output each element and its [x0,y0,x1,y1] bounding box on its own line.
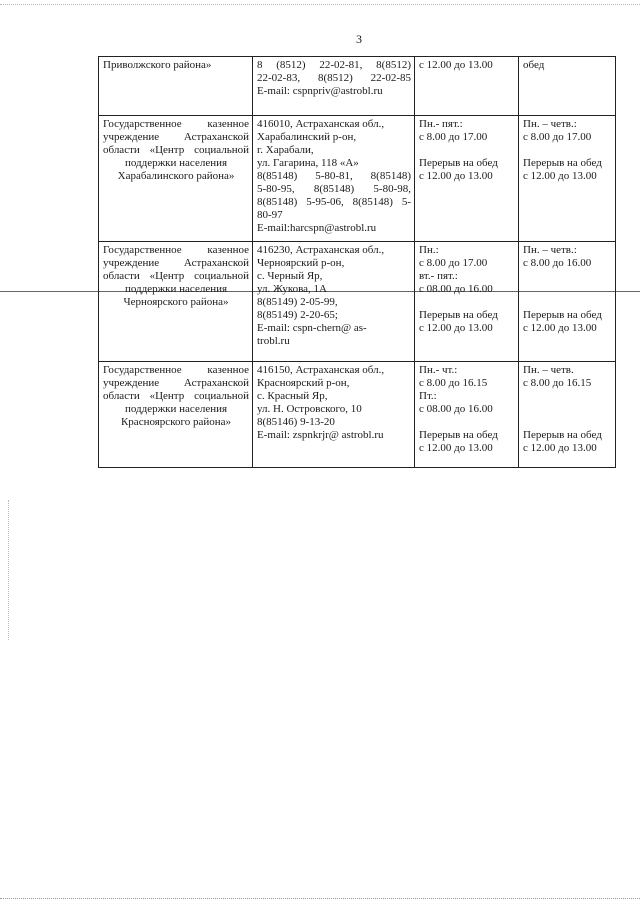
cell-line: с 8.00 до 17.00 [419,257,488,269]
scan-edge-top [0,4,640,5]
cell-line: 416230, Астраханская обл., [257,244,385,256]
friday-hours-cell [519,116,616,242]
cell-line: Государственное казенное [103,364,249,376]
agency-name-cell [99,362,253,468]
cell-gap [419,296,515,309]
table-row [99,57,616,116]
cell-line: Харабалинского района» [117,170,235,182]
table-row [99,362,616,468]
friday-hours-cell [519,362,616,468]
cell-line: ул. Жукова, 1А [257,283,327,295]
cell-line: обед [523,59,545,71]
cell-line: Черноярский р-он, [257,257,345,269]
cell-line: поддержки населения [124,157,228,169]
cell-line: Пн. – четв.: [523,244,577,256]
cell-line: учреждение Астраханской [103,257,249,269]
cell-line: trobl.ru [257,335,290,347]
cell-line: с. Черный Яр, [257,270,323,282]
scan-edge-bottom [0,898,640,899]
agencies-table [98,56,616,468]
cell-gap [523,416,612,429]
cell-line: Перерыв на обед [523,429,602,441]
cell-line: 80-97 [257,209,283,221]
cell-line: ул. Н. Островского, 10 [257,403,362,415]
cell-line: 8(85146) 9-13-20 [257,416,335,428]
cell-line: E-mail: cspnpriv@astrobl.ru [257,85,383,97]
friday-hours-cell [519,57,616,116]
cell-line: с 12.00 до 13.00 [523,170,597,182]
cell-line: Перерыв на обед [419,157,498,169]
cell-line: с 8.00 до 16.00 [523,257,592,269]
cell-line: 8(85149) 2-20-65; [257,309,338,321]
cell-line: 416150, Астраханская обл., [257,364,385,376]
weekday-hours-cell [415,116,519,242]
cell-line: с 12.00 до 13.00 [523,322,597,334]
cell-line: с 12.00 до 13.00 [419,322,493,334]
agency-contacts-cell [253,57,415,116]
friday-hours-cell [519,242,616,362]
agency-name-cell [99,116,253,242]
cell-line: с 8.00 до 16.15 [523,377,592,389]
cell-line: Государственное казенное [103,118,249,130]
page-number: 3 [356,32,362,46]
cell-line: Перерыв на обед [419,309,498,321]
cell-line: 5-80-95, 8(85148) 5-80-98, [257,183,411,195]
agency-name-cell [99,57,253,116]
table-row [99,116,616,242]
cell-line: 416010, Астраханская обл., [257,118,385,130]
cell-line: учреждение Астраханской [103,377,249,389]
cell-line: г. Харабали, [257,144,314,156]
cell-line: поддержки населения [124,403,228,415]
cell-line: с. Красный Яр, [257,390,328,402]
cell-line: Пт.: [419,390,437,402]
cell-line: с 08.00 до 16.00 [419,403,493,415]
cell-line: с 8.00 до 16.15 [419,377,488,389]
cell-line: поддержки населения [124,283,228,295]
weekday-hours-cell [415,57,519,116]
cell-line: области «Центр социальной [103,144,249,156]
agency-name-cell [99,242,253,362]
cell-line: Перерыв на обед [523,309,602,321]
cell-line: с 12.00 до 13.00 [523,442,597,454]
weekday-hours-cell [415,242,519,362]
cell-line: учреждение Астраханской [103,131,249,143]
cell-line: Государственное казенное [103,244,249,256]
cell-line: 8(85148) 5-95-06, 8(85148) 5- [257,196,411,208]
cell-line: вт.- пят.: [419,270,458,282]
cell-line: Пн.- пят.: [419,118,463,130]
cell-line: Харабалинский р-он, [257,131,357,143]
cell-line: Пн.- чт.: [419,364,458,376]
cell-line: Перерыв на обед [523,157,602,169]
cell-line: с 12.00 до 13.00 [419,442,493,454]
cell-gap [523,390,612,403]
cell-line: с 12.00 до 13.00 [419,170,493,182]
cell-line: с 12.00 до 13.00 [419,59,493,71]
agency-contacts-cell [253,242,415,362]
cell-gap [419,416,515,429]
cell-gap [523,270,612,283]
cell-line: с 8.00 до 17.00 [419,131,488,143]
cell-gap [523,403,612,416]
weekday-hours-cell [415,362,519,468]
cell-line: 8(85149) 2-05-99, [257,296,338,308]
cell-line: Приволжского района» [103,59,212,71]
cell-line: E-mail:harcspn@astrobl.ru [257,222,377,234]
cell-gap [523,296,612,309]
cell-line: с 08.00 до 16.00 [419,283,493,295]
cell-line: Красноярский р-он, [257,377,350,389]
agency-contacts-cell [253,362,415,468]
agency-contacts-cell [253,116,415,242]
cell-gap [419,144,515,157]
cell-line: 8(85148) 5-80-81, 8(85148) [257,170,411,182]
cell-gap [523,283,612,296]
cell-line: 8 (8512) 22-02-81, 8(8512) [257,59,411,71]
cell-line: E-mail: cspn-chern@ as- [257,322,367,334]
cell-line: области «Центр социальной [103,390,249,402]
cell-line: с 8.00 до 17.00 [523,131,592,143]
table-row [99,242,616,362]
cell-gap [523,144,612,157]
cell-line: Черноярского района» [123,296,229,308]
cell-line: Перерыв на обед [419,429,498,441]
cell-line: Пн.: [419,244,439,256]
cell-line: E-mail: zspnkrjr@ astrobl.ru [257,429,384,441]
scan-edge-left [8,500,9,640]
cell-line: области «Центр социальной [103,270,249,282]
cell-line: Пн. – четв.: [523,118,577,130]
cell-line: Пн. – четв. [523,364,574,376]
cell-line: 22-02-83, 8(8512) 22-02-85 [257,72,411,84]
cell-line: Красноярского района» [120,416,232,428]
cell-line: ул. Гагарина, 118 «А» [257,157,359,169]
